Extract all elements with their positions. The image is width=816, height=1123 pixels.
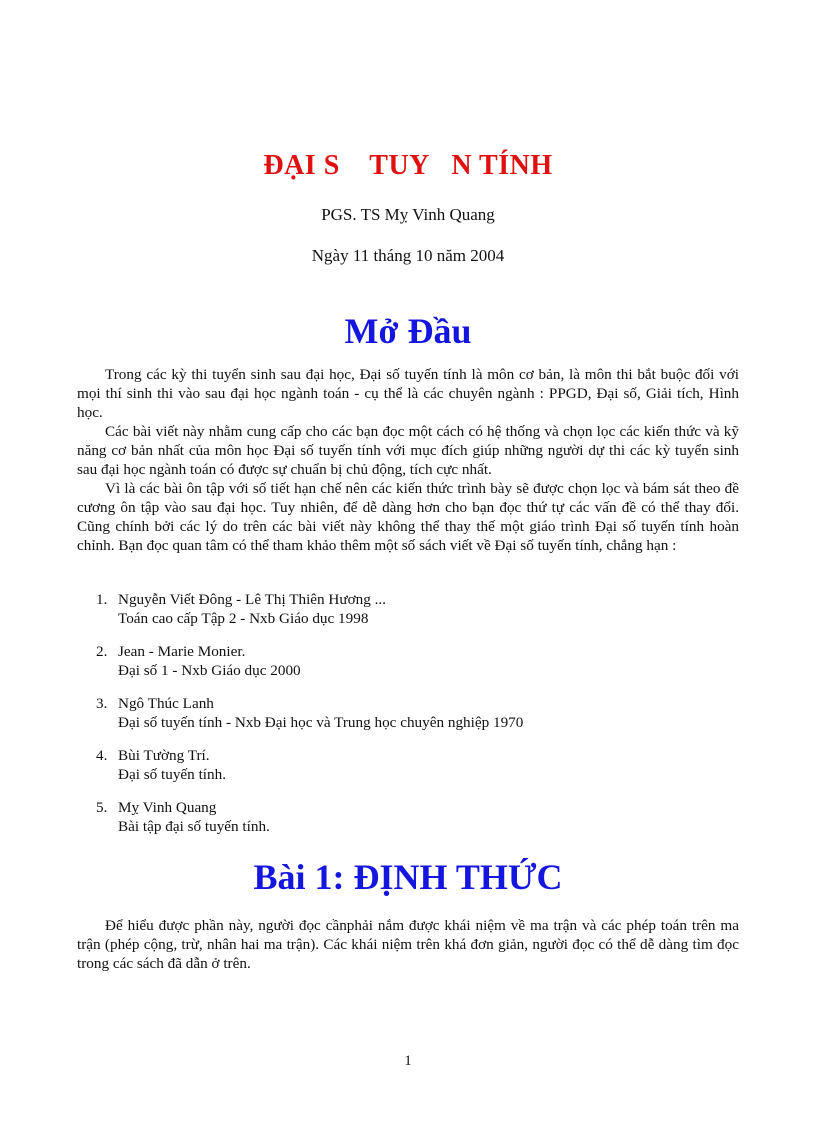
intro-paragraph-2: Các bài viết này nhằm cung cấp cho các bạn đọc một cách có hệ thống và chọn lọc các kiến thức và kỹ năng cơ bản nhất của môn học Đại số tuyến tính với mục đích giúp những người dự thi các kỳ tuyển sinh sau đại học ngành toán có được sự chuẩn bị chủ động, tích cực nhất.: [77, 423, 739, 478]
reference-title: Đại số tuyến tính - Nxb Đại học và Trung học chuyên nghiệp 1970: [118, 714, 524, 731]
intro-paragraph-1: Trong các kỳ thi tuyển sinh sau đại học, Đại số tuyến tính là môn cơ bản, là môn thi bắt buộc đối với mọi thí sinh thi vào sau đại học ngành toán - cụ thể là các chuyên ngành : PPGD, Đại số, Giải tích, Hình học.: [77, 366, 739, 421]
intro-paragraph-3: Vì là các bài ôn tập với số tiết hạn chế nên các kiến thức trình bày sẽ được chọn lọc và bám sát theo đề cương ôn tập vào sau đại học. Tuy nhiên, để dễ dàng hơn cho bạn đọc thứ tự các vấn đề có thể thay đổi. Cũng chính bởi các lý do trên các bài viết này không thể thay thế một giáo trình Đại số tuyến tính hoàn chỉnh. Bạn đọc quan tâm có thể tham khảo thêm một số sách viết về Đại số tuyến tính, chẳng hạn :: [77, 480, 739, 554]
reference-item: [96, 694, 736, 732]
reference-number: 2.: [96, 643, 108, 660]
date-line: Ngày 11 tháng 10 năm 2004: [311, 246, 505, 265]
author-line: PGS. TS Mỵ Vinh Quang: [321, 205, 495, 224]
reference-author: Mỵ Vinh Quang: [118, 799, 217, 816]
intro-heading: Mở Đầu: [344, 311, 472, 351]
reference-title: Bài tập đại số tuyến tính.: [118, 818, 270, 835]
reference-item: [96, 642, 736, 680]
reference-item: [96, 590, 736, 628]
reference-author: Jean - Marie Monier.: [118, 643, 246, 660]
page-number: 1: [404, 1053, 412, 1069]
intro-body: [77, 365, 739, 555]
lesson1-heading: Bài 1: ĐỊNH THỨC: [253, 857, 563, 897]
document-title: ĐẠI S TUY N TÍNH: [263, 150, 553, 181]
reference-list: [96, 590, 736, 850]
reference-title: Đại số 1 - Nxb Giáo dục 2000: [118, 662, 301, 679]
reference-number: 3.: [96, 695, 108, 712]
reference-title: Toán cao cấp Tập 2 - Nxb Giáo dục 1998: [118, 610, 369, 627]
lesson1-paragraph: Để hiểu được phần này, người đọc cầnphải nắm được khái niệm về ma trận và các phép toán trên ma trận (phép cộng, trừ, nhân hai ma trận). Các khái niệm trên khá đơn giản, người đọc có thể dễ dàng tìm đọc trong các sách đã dẫn ở trên.: [77, 917, 739, 972]
reference-number: 1.: [96, 591, 108, 608]
reference-title: Đại số tuyến tính.: [118, 766, 226, 783]
reference-author: Bùi Tường Trí.: [118, 747, 210, 764]
reference-item: [96, 798, 736, 836]
lesson1-body: [77, 916, 739, 973]
reference-item: [96, 746, 736, 784]
reference-author: Ngô Thúc Lanh: [118, 695, 214, 712]
reference-number: 5.: [96, 799, 108, 816]
reference-number: 4.: [96, 747, 108, 764]
reference-author: Nguyễn Viết Đông - Lê Thị Thiên Hương ...: [118, 591, 387, 608]
